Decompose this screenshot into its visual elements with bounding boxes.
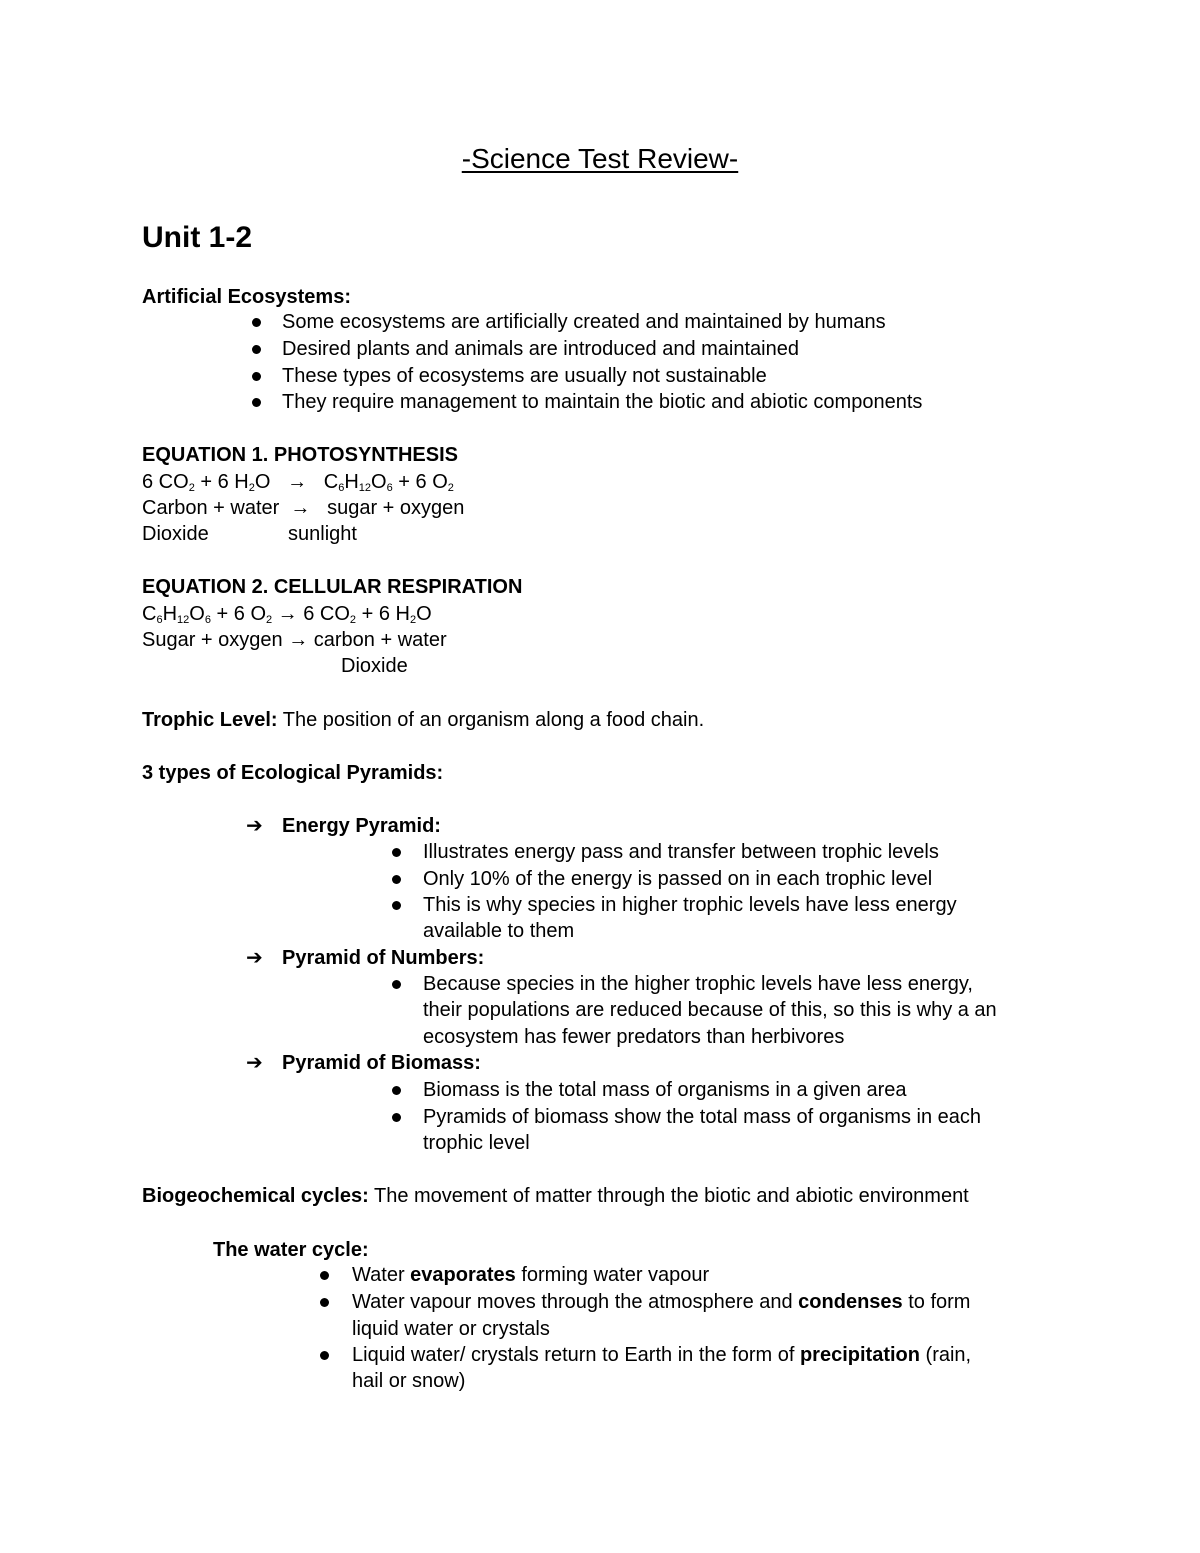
trophic-level-definition: Trophic Level: The position of an organism along a food chain. (142, 709, 705, 731)
equation-2-heading: EQUATION 2. CELLULAR RESPIRATION (142, 576, 523, 598)
list-item: Only 10% of the energy is passed on in each trophic level (423, 868, 933, 890)
list-item: Liquid water/ crystals return to Earth in the form of precipitation (rain, (352, 1344, 972, 1366)
list-item: These types of ecosystems are usually not sustainable (282, 365, 767, 387)
bullet-icon (392, 901, 401, 910)
bullet-icon (392, 980, 401, 989)
list-item-continuation: their populations are reduced because of this, so this is why a an (423, 999, 997, 1021)
list-item: Water evaporates forming water vapour (352, 1264, 710, 1286)
energy-pyramid-heading: Energy Pyramid: (282, 815, 441, 837)
respiration-word-equation: Sugar + oxygen → carbon + water (142, 629, 447, 651)
photosynthesis-word-equation: Carbon + water → sugar + oxygen (142, 497, 465, 519)
artificial-ecosystems-heading: Artificial Ecosystems: (142, 286, 351, 308)
list-item-continuation: ecosystem has fewer predators than herbivores (423, 1026, 845, 1048)
arrow-bullet-icon: ➔ (246, 815, 263, 837)
photosynthesis-sunlight-label: sunlight (288, 523, 357, 545)
numbers-pyramid-heading: Pyramid of Numbers: (282, 947, 485, 969)
list-item: Pyramids of biomass show the total mass of organisms in each (423, 1106, 982, 1128)
bullet-icon (320, 1298, 329, 1307)
bullet-icon (252, 345, 261, 354)
bullet-icon (252, 398, 261, 407)
biogeochemical-definition: Biogeochemical cycles: The movement of matter through the biotic and abiotic environment (142, 1185, 969, 1207)
list-item: This is why species in higher trophic levels have less energy (423, 894, 957, 916)
bullet-icon (392, 875, 401, 884)
list-item: Desired plants and animals are introduced and maintained (282, 338, 799, 360)
bullet-icon (252, 372, 261, 381)
bullet-icon (392, 1113, 401, 1122)
unit-heading: Unit 1-2 (142, 221, 253, 254)
photosynthesis-dioxide-label: Dioxide (142, 523, 209, 545)
bullet-icon (392, 848, 401, 857)
equation-1-heading: EQUATION 1. PHOTOSYNTHESIS (142, 444, 458, 466)
bullet-icon (320, 1351, 329, 1360)
list-item: Some ecosystems are artificially created and maintained by humans (282, 311, 886, 333)
pyramids-heading: 3 types of Ecological Pyramids: (142, 762, 444, 784)
respiration-dioxide-label: Dioxide (341, 655, 408, 677)
list-item-continuation: available to them (423, 920, 575, 942)
list-item-continuation: hail or snow) (352, 1370, 466, 1392)
biomass-pyramid-heading: Pyramid of Biomass: (282, 1052, 481, 1074)
list-item: Biomass is the total mass of organisms in a given area (423, 1079, 907, 1101)
list-item: Water vapour moves through the atmosphere and condenses to form (352, 1291, 971, 1313)
bullet-icon (392, 1086, 401, 1095)
arrow-bullet-icon: ➔ (246, 947, 263, 969)
bullet-icon (252, 318, 261, 327)
document-title: -Science Test Review- (461, 143, 739, 174)
water-cycle-heading: The water cycle: (213, 1239, 369, 1261)
respiration-formula: $C_6H_{12}O_6 + 6$ $O_2 \to 6$ $CO_2 + 6$ $H_2O$ (142, 603, 432, 626)
bullet-icon (320, 1271, 329, 1280)
list-item-continuation: liquid water or crystals (352, 1318, 550, 1340)
list-item: Illustrates energy pass and transfer between trophic levels (423, 841, 939, 863)
list-item-continuation: trophic level (423, 1132, 530, 1154)
photosynthesis-formula: 6 $CO_2 + 6$ $H_2O \to C_6H_{12}O_6 + 6$ $O_2$ (142, 471, 454, 494)
list-item: Because species in the higher trophic levels have less energy, (423, 973, 973, 995)
arrow-bullet-icon: ➔ (246, 1052, 263, 1074)
list-item: They require management to maintain the biotic and abiotic components (282, 391, 923, 413)
